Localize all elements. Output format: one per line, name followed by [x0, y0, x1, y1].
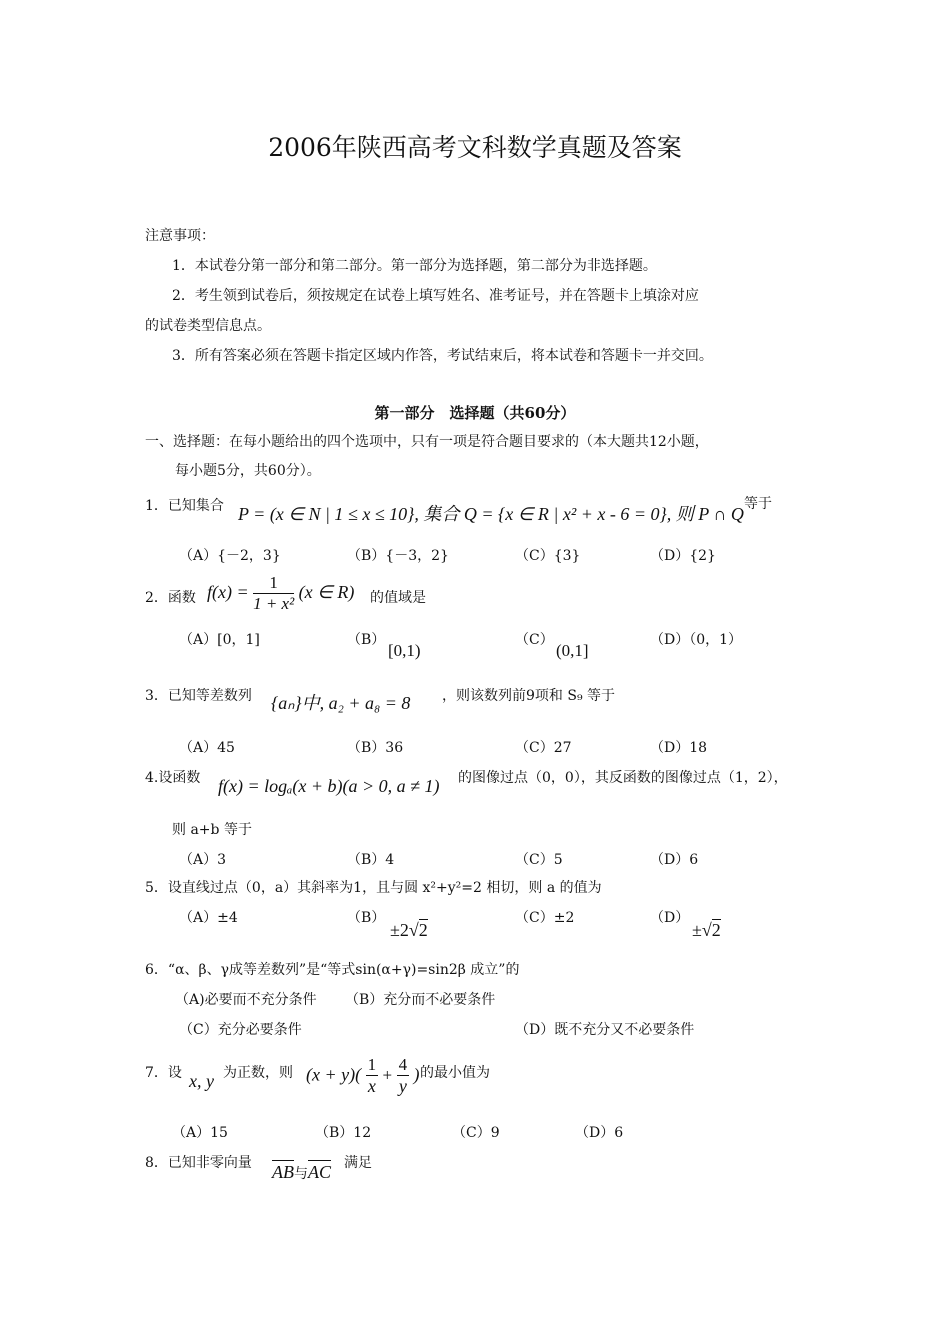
q2-option-c: （C）	[515, 632, 554, 648]
q3-option-b: （B）36	[347, 740, 404, 756]
q6-option-d: （D）既不充分又不必要条件	[515, 1022, 695, 1038]
q4-lead: 4.设函数	[145, 770, 201, 786]
q7-fraction-2	[397, 1056, 410, 1097]
q5-option-c: （C）±2	[515, 910, 575, 926]
q7-tail: 的最小值为	[420, 1065, 490, 1081]
q8-vectors	[272, 1160, 331, 1184]
q7-fraction-1	[366, 1056, 379, 1097]
q5-option-d: （D）	[650, 910, 690, 926]
notice-item-2-cont: 的试卷类型信息点。	[145, 318, 271, 334]
q7-fraction-2-den: y	[398, 1075, 407, 1096]
q7-option-d: （D）6	[575, 1125, 624, 1141]
q2-tail: 的值域是	[370, 590, 426, 606]
q3-math: {aₙ}中, a₂ + a₈ = 8	[271, 693, 411, 713]
q3-option-c: （C）27	[515, 740, 572, 756]
q7-fraction-1-num: 1	[367, 1055, 377, 1074]
q7-formula	[306, 1056, 420, 1097]
q2-option-b-math: [0,1)	[388, 641, 421, 660]
q8-tail: 满足	[344, 1155, 372, 1171]
page-title: 2006年陕西高考文科数学真题及答案	[268, 133, 682, 162]
q2-lead: 2．函数	[145, 590, 196, 606]
q2-domain: (x ∈ R)	[298, 582, 355, 603]
part1-heading: 第一部分 选择题（共60分）	[374, 404, 576, 422]
q3-lead: 3．已知等差数列	[145, 688, 252, 704]
q6-option-a: （A)必要而不充分条件	[175, 992, 317, 1008]
q8-and: 与	[294, 1166, 308, 1182]
sqrt-icon: √	[408, 920, 419, 940]
q1-option-b: （B）{－3，2}	[347, 548, 449, 564]
q6-option-b: （B）充分而不必要条件	[345, 992, 496, 1008]
q2-denominator: 1 + x²	[253, 593, 295, 613]
q5-option-b: （B）	[347, 910, 386, 926]
q8-lead: 8．已知非零向量	[145, 1155, 252, 1171]
q3-option-a: （A）45	[179, 740, 235, 756]
q5-option-d-math	[692, 920, 721, 942]
q4-option-a: （A）3	[179, 852, 227, 868]
q7-lead: 7．设	[145, 1065, 182, 1081]
q7-option-b: （B）12	[315, 1125, 372, 1141]
q5-option-a: （A）±4	[179, 910, 238, 926]
q7-vars: x, y	[189, 1071, 214, 1091]
q2-fraction	[253, 574, 294, 614]
q2-fx: f(x) =	[207, 582, 249, 603]
q3-option-d: （D）18	[650, 740, 708, 756]
q1-option-a: （A）{－2，3}	[179, 548, 281, 564]
q4-option-d: （D）6	[650, 852, 699, 868]
q6-option-c: （C）充分必要条件	[179, 1022, 302, 1038]
notice-item-1: 1．本试卷分第一部分和第二部分。第一部分为选择题，第二部分为非选择题。	[172, 258, 657, 274]
q4-option-c: （C）5	[515, 852, 563, 868]
notice-item-2: 2．考生领到试卷后，须按规定在试卷上填写姓名、准考证号，并在答题卡上填涂对应	[172, 288, 699, 304]
q1-tail: 等于	[744, 496, 772, 512]
q4-tail: 的图像过点（0，0），其反函数的图像过点（1，2），	[458, 770, 788, 786]
part1-intro: 一、选择题：在每小题给出的四个选项中，只有一项是符合题目要求的（本大题共12小题，	[145, 434, 709, 450]
part1-intro-cont: 每小题5分，共60分）。	[175, 463, 321, 479]
q7-fraction-1-den: x	[367, 1075, 376, 1096]
q2-option-d: （D）（0，1）	[650, 632, 743, 648]
q7-expr-end: )	[413, 1064, 420, 1085]
notice-item-3: 3．所有答案必须在答题卡指定区域内作答，考试结束后，将本试卷和答题卡一并交回。	[172, 348, 713, 364]
q5-option-d-coef: ±	[692, 920, 702, 940]
q7-fraction-2-num: 4	[398, 1055, 408, 1074]
q2-option-b: （B）	[347, 632, 386, 648]
q5-option-b-coef: ±2	[390, 920, 409, 940]
q8-vector-ac: AC	[308, 1162, 332, 1182]
notice-heading: 注意事项：	[145, 228, 215, 244]
q1-option-d: （D）{2}	[650, 548, 716, 564]
q2-option-c-math: (0,1]	[556, 641, 589, 660]
q7-expr-start: (x + y)(	[306, 1064, 362, 1085]
q5-text: 5．设直线过点（0，a）其斜率为1，且与圆 x²+y²=2 相切，则 a 的值为	[145, 880, 602, 896]
q7-option-c: （C）9	[452, 1125, 500, 1141]
q2-numerator: 1	[253, 574, 294, 594]
q5-option-b-radicand: 2	[418, 920, 428, 940]
q2-option-a: （A）[0，1]	[179, 632, 260, 648]
q5-option-d-radicand: 2	[711, 920, 721, 940]
q4-option-b: （B）4	[347, 852, 395, 868]
q4-line2: 则 a+b 等于	[172, 822, 252, 838]
q7-mid: 为正数，则	[223, 1065, 293, 1081]
q2-formula	[207, 574, 354, 614]
q3-tail: ，则该数列前9项和 S₉ 等于	[442, 688, 616, 704]
q6-text: 6．“α、β、γ成等差数列”是“等式sin(α+γ)=sin2β 成立”的	[145, 962, 520, 978]
q7-plus: +	[382, 1065, 393, 1085]
sqrt-icon: √	[701, 920, 712, 940]
q1-math: P = (x ∈ N | 1 ≤ x ≤ 10}, 集合 Q = {x ∈ R | x² + x - 6 = 0}, 则 P ∩ Q	[238, 504, 744, 524]
q4-math: f(x) = logₐ(x + b)(a > 0, a ≠ 1)	[218, 776, 440, 796]
q5-option-b-math	[390, 920, 428, 942]
q1-option-c: （C）{3}	[515, 548, 581, 564]
q7-option-a: （A）15	[172, 1125, 228, 1141]
q1-lead: 1．已知集合	[145, 498, 224, 514]
q8-vector-ab: AB	[272, 1162, 294, 1182]
